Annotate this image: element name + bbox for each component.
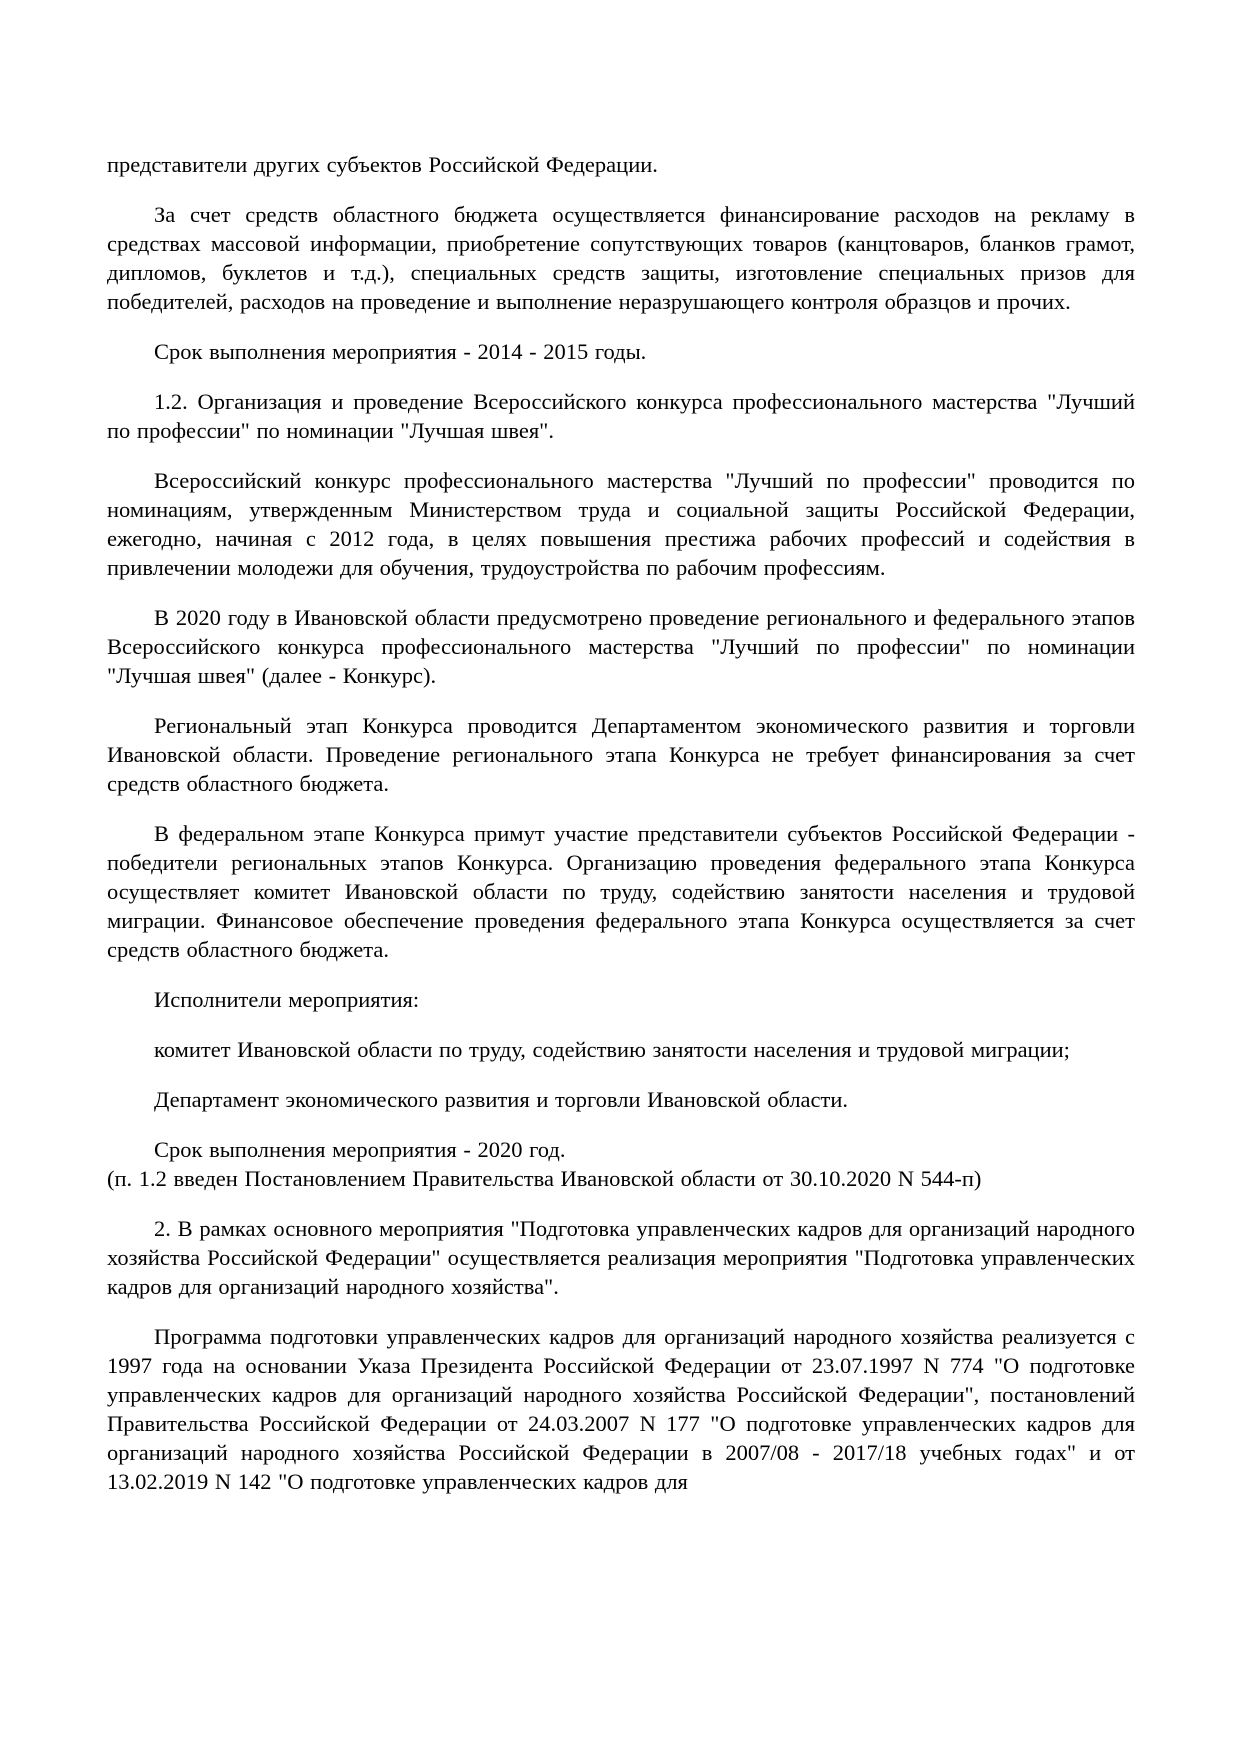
paragraph-term-2020: Срок выполнения мероприятия - 2020 год.: [154, 1137, 566, 1162]
paragraph-funding-sources: За счет средств областного бюджета осуществляется финансирование расходов на рекламу в средствах массовой информации, приобретение сопутствующих товаров (канцтоваров, бланков грамот, дипломов, буклетов и т.д.), специальных средств защиты, изготовление специальных призов для победителей, расходов на проведение и выполнение неразрушающего контроля образцов и прочих.: [107, 202, 1135, 314]
paragraph-2020-stages: В 2020 году в Ивановской области предусмотрено проведение регионального и федерального этапов Всероссийского конкурса профессионального мастерства "Лучший по профессии" по номинации "Лучшая швея" (далее - Конкурс).: [107, 605, 1135, 688]
paragraph-executors-heading: Исполнители мероприятия:: [154, 987, 420, 1012]
paragraph-executor-department: Департамент экономического развития и торговли Ивановской области.: [154, 1087, 849, 1112]
paragraph-federal-stage: В федеральном этапе Конкурса примут участие представители субъектов Российской Федерации - победители региональных этапов Конкурса. Организацию проведения федерального этапа Конкурса осуществляет комитет Ивановской области по труду, содействию занятости населения и трудовой миграции. Финансовое обеспечение проведения федерального этапа Конкурса осуществляется за счет средств областного бюджета.: [107, 821, 1135, 962]
paragraph-term-2014-2015: Срок выполнения мероприятия - 2014 - 2015 годы.: [154, 339, 647, 364]
paragraph-contest-overview: Всероссийский конкурс профессионального мастерства "Лучший по профессии" проводится по номинациям, утвержденным Министерством труда и социальной защиты Российской Федерации, ежегодно, начиная с 2012 года, в целях повышения престижа рабочих профессий и содействия в привлечении молодежи для обучения, трудоустройства по рабочим профессиям.: [107, 468, 1135, 580]
paragraph-executor-committee: комитет Ивановской области по труду, содействию занятости населения и трудовой миграции;: [154, 1037, 1070, 1062]
paragraph-program-history: Программа подготовки управленческих кадров для организаций народного хозяйства реализуется с 1997 года на основании Указа Президента Российской Федерации от 23.07.1997 N 774 "О подготовке управленческих кадров для организаций народного хозяйства Российской Федерации", постановлений Правительства Российской Федерации от 24.03.2007 N 177 "О подготовке управленческих кадров для организаций народного хозяйства Российской Федерации в 2007/08 - 2017/18 учебных годах" и от 13.02.2019 N 142 "О подготовке управленческих кадров для: [107, 1324, 1135, 1494]
paragraph-clause-2: 2. В рамках основного мероприятия "Подготовка управленческих кадров для организаций народного хозяйства Российской Федерации" осуществляется реализация мероприятия "Подготовка управленческих кадров для организаций народного хозяйства".: [107, 1216, 1135, 1299]
paragraph-continuation: представители других субъектов Российской Федерации.: [107, 152, 658, 177]
paragraph-amendment-note: (п. 1.2 введен Постановлением Правительства Ивановской области от 30.10.2020 N 544-п): [107, 1166, 982, 1191]
paragraph-clause-1-2: 1.2. Организация и проведение Всероссийского конкурса профессионального мастерства "Лучший по профессии" по номинации "Лучшая швея".: [107, 389, 1135, 443]
paragraph-regional-stage: Региональный этап Конкурса проводится Департаментом экономического развития и торговли Ивановской области. Проведение регионального этапа Конкурса не требует финансирования за счет средств областного бюджета.: [107, 713, 1135, 796]
document-body: [107, 150, 1135, 1496]
